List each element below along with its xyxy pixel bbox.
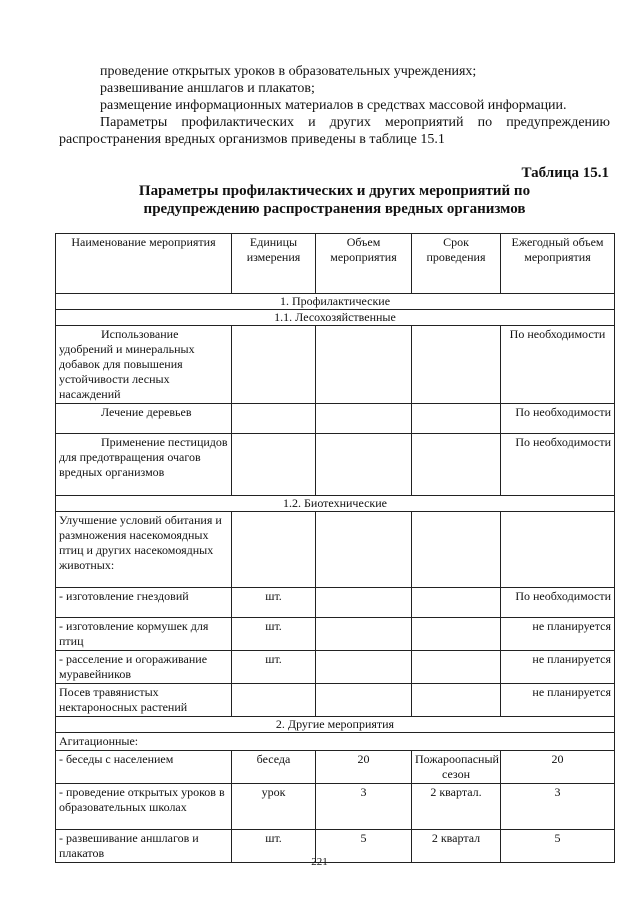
intro-line-1: проведение открытых уроков в образовательных учреждениях; [100, 64, 477, 79]
cell-annual: не планируется [501, 618, 615, 651]
intro-line-3: размещение информационных материалов в средствах массовой информации. [100, 98, 567, 113]
intro-line-4a: Параметры профилактических и других мероприятий по предупреждению [100, 115, 610, 130]
cell-annual [501, 512, 615, 588]
table-row [56, 784, 615, 830]
cell-name: - беседы с населением [56, 751, 232, 784]
table-row [56, 618, 615, 651]
table-title-line-1: Параметры профилактических и других мероприятий по [138, 183, 531, 199]
cell-annual: 20 [501, 751, 615, 784]
cell-unit [232, 404, 316, 434]
cell-name: - изготовление кормушек для птиц [56, 618, 232, 651]
cell-unit [232, 512, 316, 588]
cell-term: Пожароопасный сезон [412, 751, 501, 784]
cell-unit [232, 684, 316, 717]
cell-name: - расселение и огораживание муравейников [56, 651, 232, 684]
section-title: 1.1. Лесохозяйственные [56, 310, 615, 326]
cell-unit: шт. [232, 651, 316, 684]
cell-volume [316, 404, 412, 434]
section-title: 1.2. Биотехнические [56, 496, 615, 512]
cell-annual: 3 [501, 784, 615, 830]
cell-annual: 5 [501, 830, 615, 863]
cell-term [412, 404, 501, 434]
cell-unit: беседа [232, 751, 316, 784]
cell-volume: 20 [316, 751, 412, 784]
table-header-row [56, 234, 615, 294]
cell-unit: шт. [232, 618, 316, 651]
section-row [56, 496, 615, 512]
cell-annual: По необходимости [501, 404, 615, 434]
cell-term [412, 512, 501, 588]
section-title: 1. Профилактические [56, 294, 615, 310]
cell-volume [316, 512, 412, 588]
table-row [56, 512, 615, 588]
cell-annual: не планируется [501, 684, 615, 717]
page-number: 221 [311, 856, 328, 868]
table-row [56, 684, 615, 717]
section-title: 2. Другие мероприятия [56, 717, 615, 733]
cell-name: Лечение деревьев [56, 404, 232, 434]
table-row [56, 588, 615, 618]
table-row [56, 751, 615, 784]
cell-name: Агитационные: [56, 733, 615, 751]
header-unit: Единицы измерения [232, 234, 316, 294]
cell-term [412, 326, 501, 404]
table-number: Таблица 15.1 [521, 165, 609, 181]
cell-annual: По необходимости [501, 326, 615, 404]
cell-term [412, 684, 501, 717]
cell-name: - проведение открытых уроков в образовательных школах [56, 784, 232, 830]
cell-volume [316, 618, 412, 651]
cell-volume [316, 684, 412, 717]
section-row [56, 310, 615, 326]
table-row [56, 326, 615, 404]
cell-term: 2 квартал [412, 830, 501, 863]
header-annual: Ежегодный объем мероприятия [501, 234, 615, 294]
cell-term [412, 651, 501, 684]
header-volume: Объем мероприятия [316, 234, 412, 294]
section-row [56, 717, 615, 733]
cell-name: Использование удобрений и минеральных добавок для повышения устойчивости лесных насаждений [56, 326, 232, 404]
table-title [59, 182, 610, 218]
intro-line-4b: распространения вредных организмов приведены в таблице 15.1 [59, 132, 445, 147]
cell-term [412, 588, 501, 618]
cell-name: Улучшение условий обитания и размножения насекомоядных птиц и других насекомоядных животных: [56, 512, 232, 588]
cell-volume [316, 326, 412, 404]
cell-name: Посев травянистых нектароносных растений [56, 684, 232, 717]
table-row [56, 434, 615, 496]
cell-volume [316, 651, 412, 684]
cell-term [412, 434, 501, 496]
cell-unit: шт. [232, 588, 316, 618]
intro-line-2: развешивание аншлагов и плакатов; [100, 81, 315, 96]
cell-volume: 5 [316, 830, 412, 863]
cell-annual: По необходимости [501, 588, 615, 618]
table-title-line-2: предупреждению распространения вредных организмов [143, 201, 526, 217]
cell-term: 2 квартал. [412, 784, 501, 830]
header-term: Срок проведения [412, 234, 501, 294]
table-row [56, 651, 615, 684]
cell-unit [232, 434, 316, 496]
cell-unit: шт. [232, 830, 316, 863]
cell-annual: не планируется [501, 651, 615, 684]
cell-volume [316, 588, 412, 618]
cell-name: Применение пестицидов для предотвращения очагов вредных организмов [56, 434, 232, 496]
cell-volume: 3 [316, 784, 412, 830]
table-row [56, 733, 615, 751]
parameters-table [55, 233, 615, 863]
table-row [56, 404, 615, 434]
cell-unit: урок [232, 784, 316, 830]
cell-name: - изготовление гнездовий [56, 588, 232, 618]
cell-volume [316, 434, 412, 496]
section-row [56, 294, 615, 310]
cell-term [412, 618, 501, 651]
header-name: Наименование мероприятия [56, 234, 232, 294]
cell-annual: По необходимости [501, 434, 615, 496]
cell-unit [232, 326, 316, 404]
cell-name: - развешивание аншлагов и плакатов [56, 830, 232, 863]
